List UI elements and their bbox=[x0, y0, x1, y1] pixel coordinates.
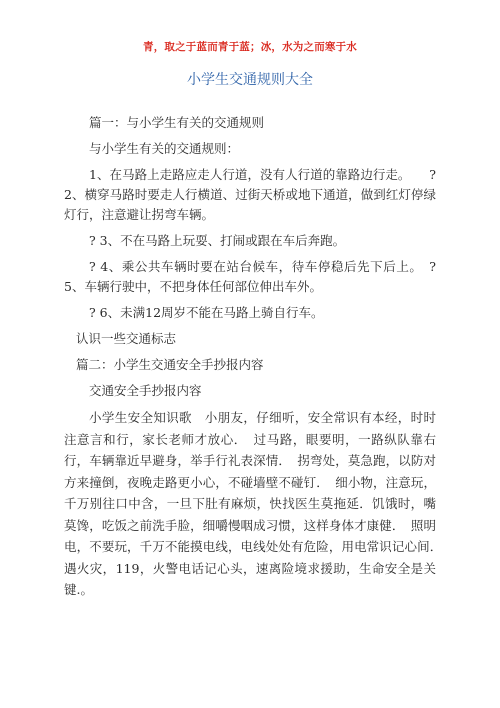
subheading: 交通安全手抄报内容 bbox=[89, 383, 202, 398]
paragraph: ? 6、未满12周岁不能在马路上骑自行车。 bbox=[89, 305, 324, 320]
document-body bbox=[64, 113, 449, 607]
paragraph: 与小学生有关的交通规则： bbox=[89, 141, 240, 156]
header-motto: 青，取之于蓝而青于蓝；冰，水为之而寒于水 bbox=[143, 41, 357, 53]
section-heading-1: 篇一：与小学生有关的交通规则 bbox=[89, 115, 265, 130]
paragraph: ? 3、不在马路上玩耍、打闹或跟在车后奔跑。 bbox=[89, 233, 346, 248]
paragraph: 小学生安全知识歌 小朋友，仔细听，安全常识有本经，时时注意言和行，家长老师才放心． 过马路，眼要明，一路纵队靠右行，车辆靠近早避身，举手行礼表深情． 拐弯处，莫急跑，以防对方来撞倒，夜晚走路更小心，不碰墙壁不碰钉． 细小物，注意玩，千万别往口中含，一旦下肚有麻烦，快找医生莫拖延．饥饿时，嘴莫馋，吃饭之前洗手脸，细嚼慢咽成习惯，这样身体才康健． 照明电，不要玩，千万不能摸电线，电线处处有危险，用电常识记心间． 遇火灾，119，火警电话记心头，速离险境求援助，生命安全是关键.。 bbox=[64, 410, 449, 597]
paragraph: 1、在马路上走路应走人行道，没有人行道的靠路边行走。 ? 2、横穿马路时要走人行横道、过街天桥或地下通道，做到红灯停绿灯行，注意避让拐弯车辆。 bbox=[64, 167, 436, 222]
paragraph: ? 4、乘公共车辆时要在站台候车，待车停稳后先下后上。 ? 5、车辆行驶中，不把身体任何部位伸出车外。 bbox=[64, 259, 436, 294]
section-heading-2: 篇二：小学生交通安全手抄报内容 bbox=[76, 357, 264, 372]
subheading: 认识一些交通标志 bbox=[76, 331, 177, 346]
document-title: 小学生交通规则大全 bbox=[187, 72, 313, 88]
